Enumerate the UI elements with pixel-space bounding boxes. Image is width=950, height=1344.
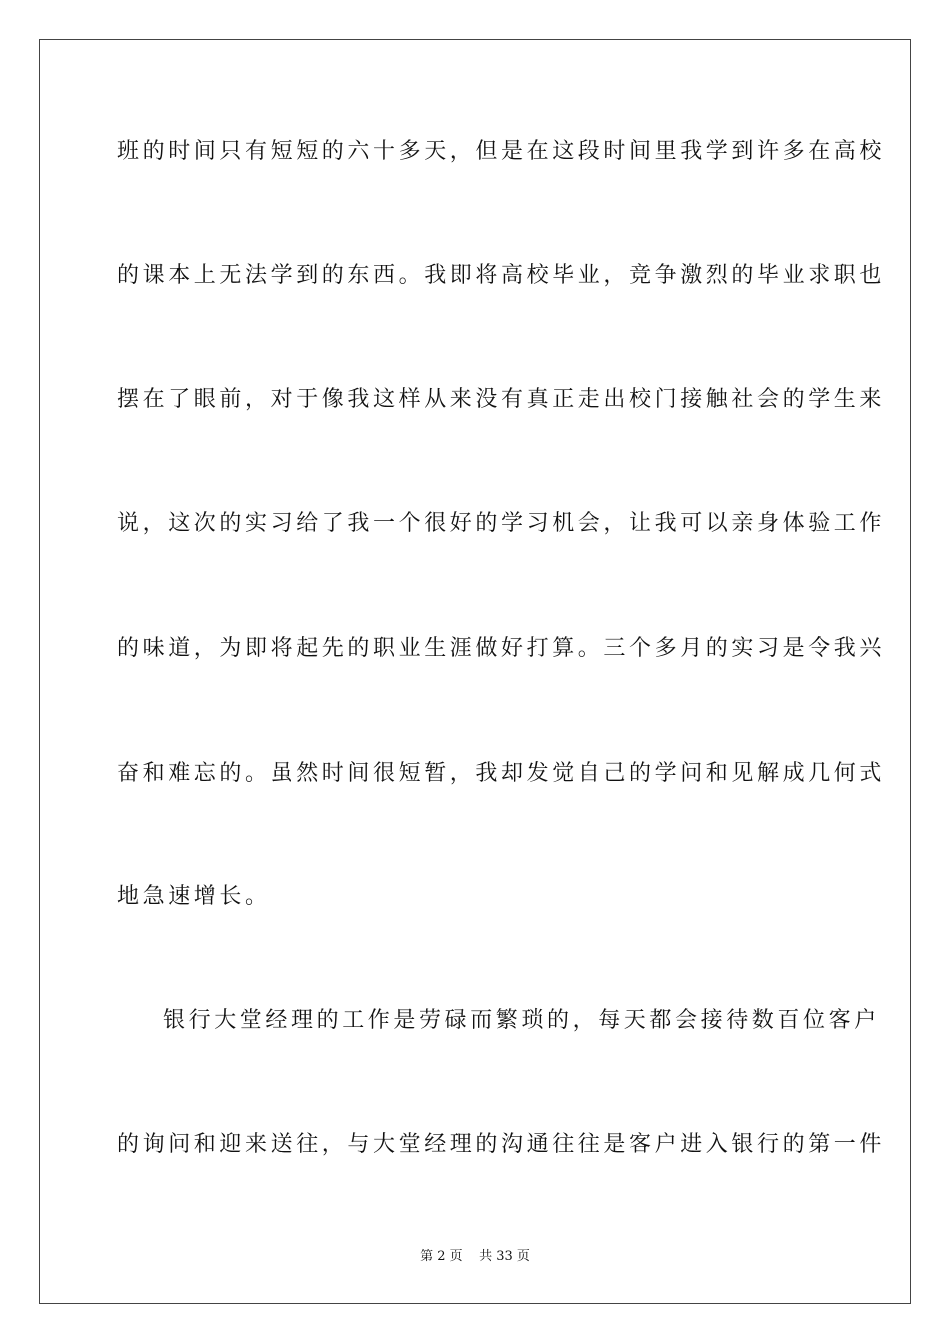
body-text-line-4: 说，这次的实习给了我一个很好的学习机会，让我可以亲身体验工作 [117,511,886,536]
page-border [39,39,911,1304]
body-text-line-5: 的味道，为即将起先的职业生涯做好打算。三个多月的实习是令我兴 [117,636,886,661]
body-text-line-3: 摆在了眼前，对于像我这样从来没有真正走出校门接触社会的学生来 [117,387,886,412]
page-number-footer: 第 2 页 共 33 页 [420,1249,530,1264]
body-text-line-2: 的课本上无法学到的东西。我即将高校毕业，竞争激烈的毕业求职也 [117,263,886,288]
paragraph-start-line: 银行大堂经理的工作是劳碌而繁琐的，每天都会接待数百位客户 [163,1008,880,1033]
body-text-line-1: 班的时间只有短短的六十多天，但是在这段时间里我学到许多在高校 [117,139,886,164]
body-text-line-6: 奋和难忘的。虽然时间很短暂，我却发觉自己的学问和见解成几何式 [117,761,886,786]
body-text-line-9: 的询问和迎来送往，与大堂经理的沟通往往是客户进入银行的第一件 [117,1132,886,1157]
body-text-line-7: 地急速增长。 [117,884,271,909]
